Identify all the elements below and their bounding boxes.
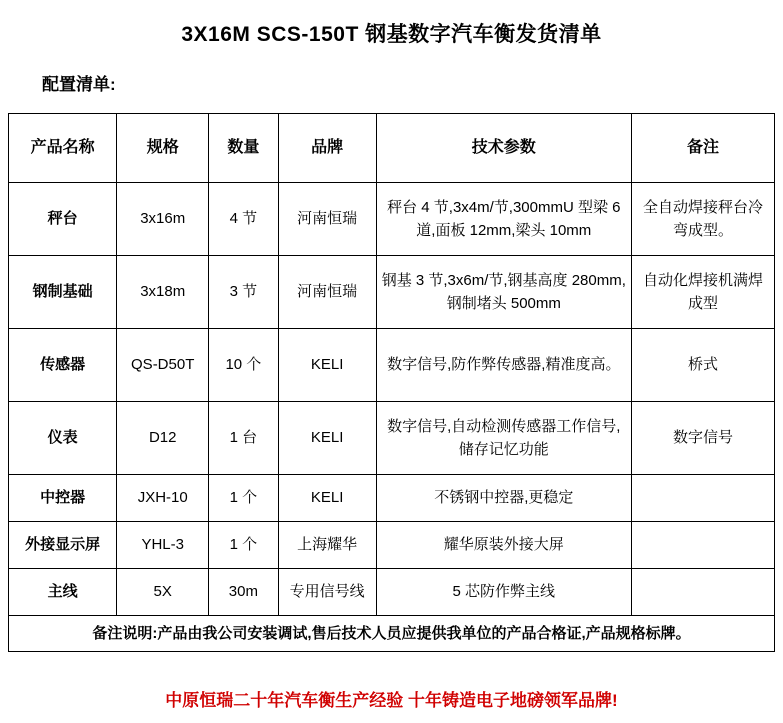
cell-remark <box>631 569 774 616</box>
table-note-row <box>9 616 775 652</box>
cell-spec: 5X <box>117 569 209 616</box>
cell-product-name: 仪表 <box>9 402 117 475</box>
column-header-brand: 品牌 <box>278 114 376 183</box>
cell-brand: 上海耀华 <box>278 522 376 569</box>
cell-spec: JXH-10 <box>117 475 209 522</box>
cell-product-name: 传感器 <box>9 329 117 402</box>
cell-quantity: 1 个 <box>209 522 278 569</box>
table-row <box>9 475 775 522</box>
cell-quantity: 30m <box>209 569 278 616</box>
table-row <box>9 569 775 616</box>
cell-technical-parameters: 不锈钢中控器,更稳定 <box>376 475 631 522</box>
cell-brand: 河南恒瑞 <box>278 256 376 329</box>
cell-quantity: 1 台 <box>209 402 278 475</box>
cell-spec: D12 <box>117 402 209 475</box>
cell-technical-parameters: 数字信号,防作弊传感器,精准度高。 <box>376 329 631 402</box>
cell-spec: QS-D50T <box>117 329 209 402</box>
cell-remark: 全自动焊接秤台冷弯成型。 <box>631 183 774 256</box>
cell-technical-parameters: 5 芯防作弊主线 <box>376 569 631 616</box>
cell-brand: KELI <box>278 402 376 475</box>
table-row <box>9 256 775 329</box>
cell-remark: 自动化焊接机满焊成型 <box>631 256 774 329</box>
column-header-quantity: 数量 <box>209 114 278 183</box>
footer-slogan: 中原恒瑞二十年汽车衡生产经验 十年铸造电子地磅领军品牌! <box>165 691 618 711</box>
column-header-technical-parameters: 技术参数 <box>376 114 631 183</box>
cell-brand: 河南恒瑞 <box>278 183 376 256</box>
cell-product-name: 主线 <box>9 569 117 616</box>
cell-quantity: 4 节 <box>209 183 278 256</box>
cell-remark: 桥式 <box>631 329 774 402</box>
cell-technical-parameters: 数字信号,自动检测传感器工作信号,储存记忆功能 <box>376 402 631 475</box>
config-list-heading: 配置清单: <box>42 75 116 94</box>
cell-technical-parameters: 秤台 4 节,3x4m/节,300mmU 型梁 6 道,面板 12mm,梁头 10mm <box>376 183 631 256</box>
column-header-product-name: 产品名称 <box>9 114 117 183</box>
table-row <box>9 329 775 402</box>
cell-spec: 3x16m <box>117 183 209 256</box>
cell-quantity: 10 个 <box>209 329 278 402</box>
cell-brand: KELI <box>278 329 376 402</box>
cell-technical-parameters: 耀华原装外接大屏 <box>376 522 631 569</box>
cell-product-name: 钢制基础 <box>9 256 117 329</box>
cell-brand: 专用信号线 <box>278 569 376 616</box>
column-header-remark: 备注 <box>631 114 774 183</box>
note-text: 备注说明:产品由我公司安装调试,售后技术人员应提供我单位的产品合格证,产品规格标牌。 <box>9 616 775 652</box>
cell-product-name: 秤台 <box>9 183 117 256</box>
table-row <box>9 183 775 256</box>
configuration-table <box>8 113 775 652</box>
cell-technical-parameters: 钢基 3 节,3x6m/节,钢基高度 280mm, 钢制堵头 500mm <box>376 256 631 329</box>
cell-remark <box>631 522 774 569</box>
cell-product-name: 外接显示屏 <box>9 522 117 569</box>
cell-spec: YHL-3 <box>117 522 209 569</box>
page-title: 3X16M SCS-150T 钢基数字汽车衡发货清单 <box>181 23 602 46</box>
cell-spec: 3x18m <box>117 256 209 329</box>
cell-remark: 数字信号 <box>631 402 774 475</box>
column-header-spec: 规格 <box>117 114 209 183</box>
table-row <box>9 402 775 475</box>
table-header-row <box>9 114 775 183</box>
table-row <box>9 522 775 569</box>
cell-quantity: 3 节 <box>209 256 278 329</box>
cell-brand: KELI <box>278 475 376 522</box>
cell-quantity: 1 个 <box>209 475 278 522</box>
cell-remark <box>631 475 774 522</box>
cell-product-name: 中控器 <box>9 475 117 522</box>
